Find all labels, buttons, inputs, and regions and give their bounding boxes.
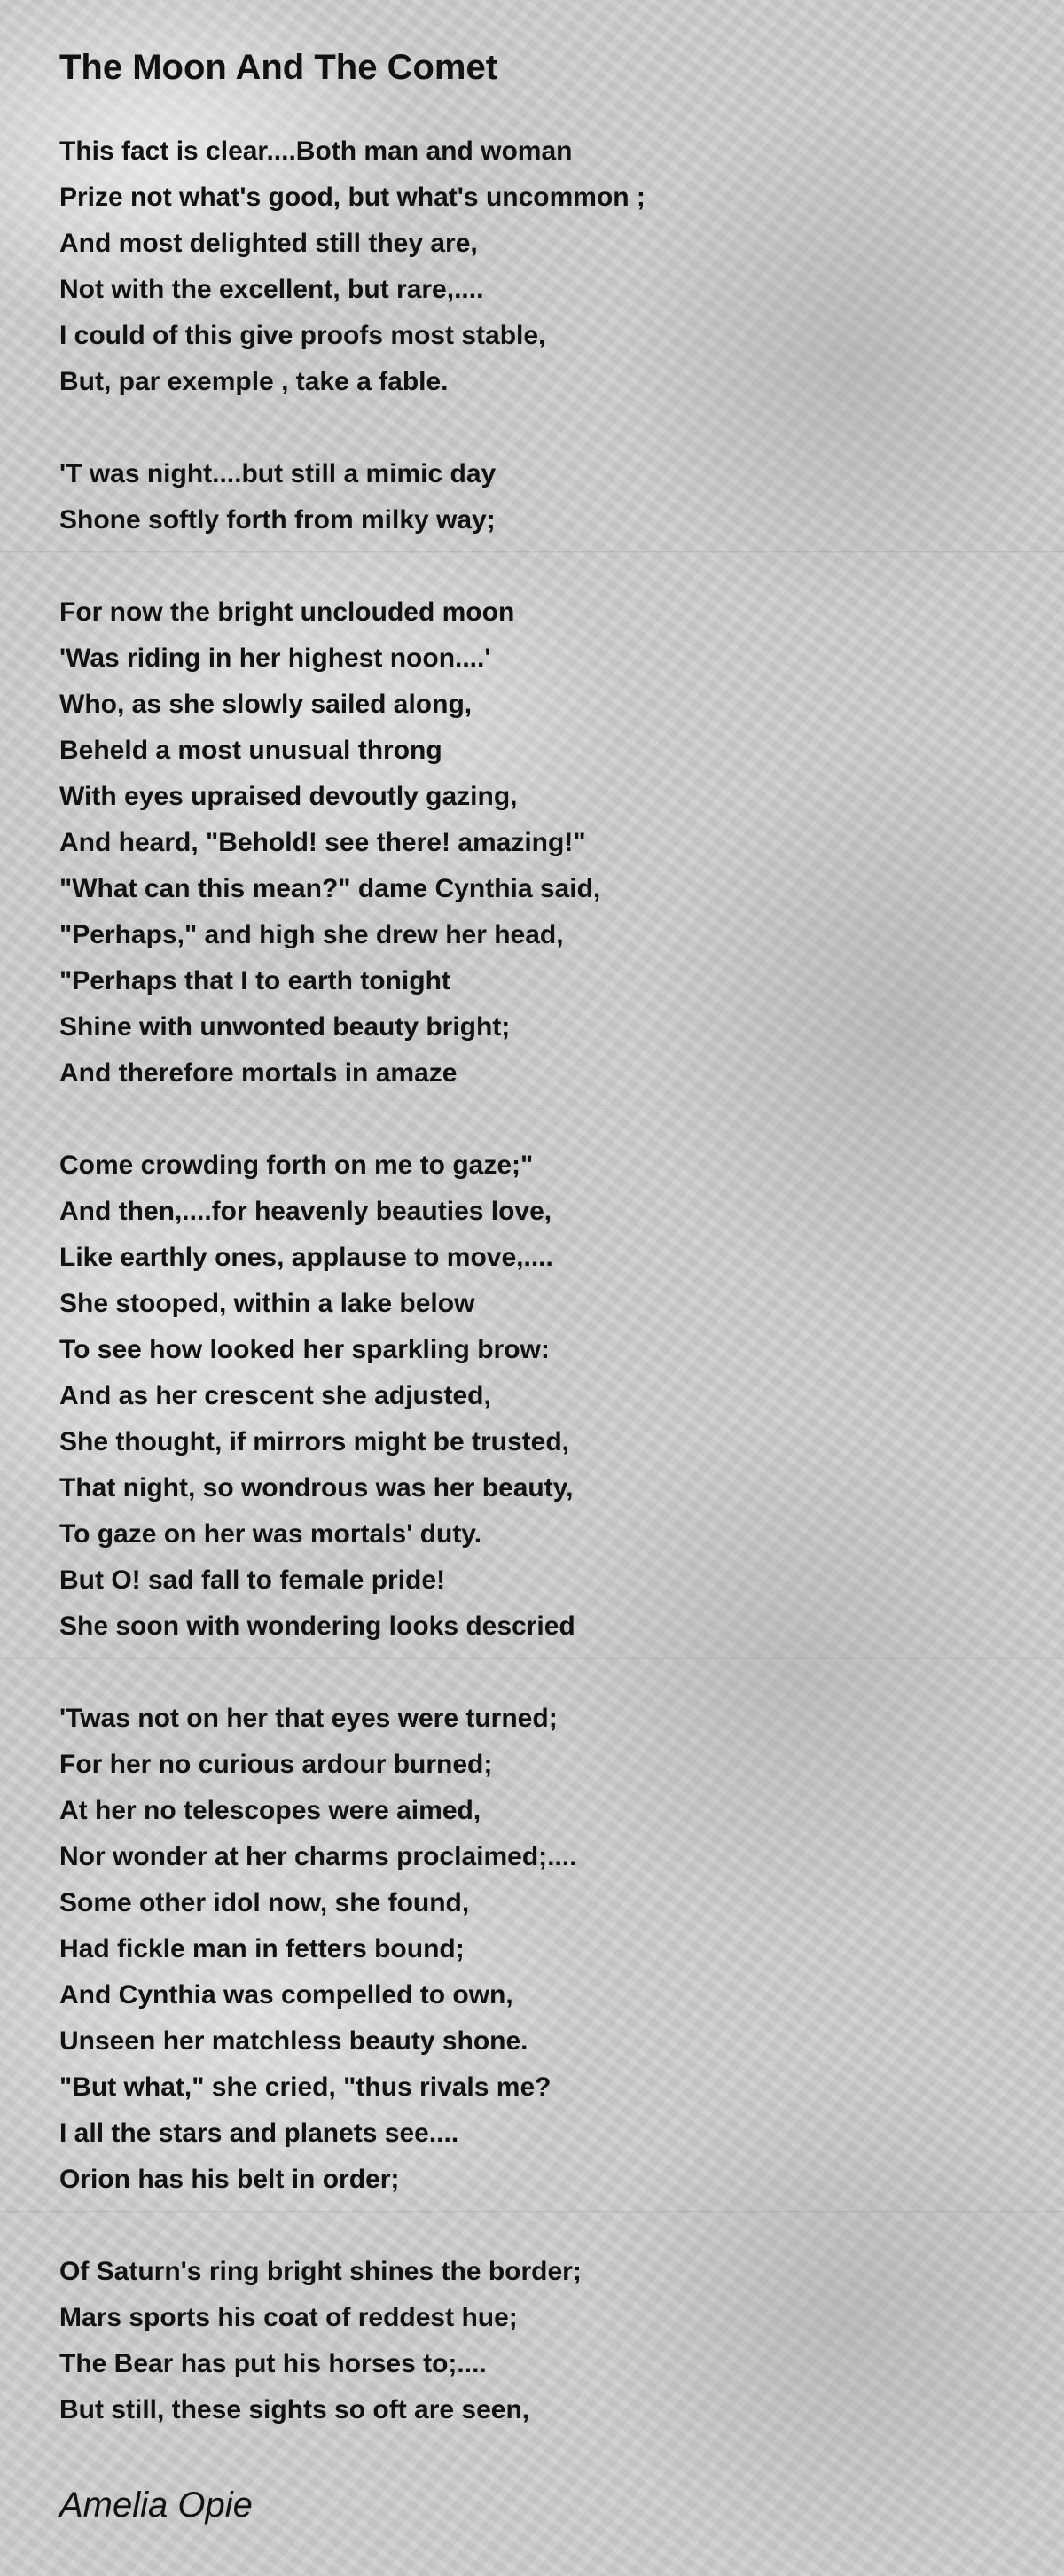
- poem-line: And as her crescent she adjusted,: [59, 1381, 491, 1410]
- poem-line: Shine with unwonted beauty bright;: [59, 1012, 511, 1042]
- poem-line: And then,....for heavenly beauties love,: [59, 1197, 552, 1226]
- poem-line: But O! sad fall to female pride!: [59, 1565, 446, 1595]
- poem-line: To see how looked her sparkling brow:: [59, 1335, 550, 1364]
- stanza-break: [59, 1097, 1017, 1143]
- poem-line: For now the bright unclouded moon: [59, 597, 515, 627]
- poem-line: Like earthly ones, applause to move,....: [59, 1243, 553, 1272]
- poem-title: The Moon And The Comet: [59, 48, 498, 87]
- poem-line: That night, so wondrous was her beauty,: [59, 1473, 574, 1503]
- poem-line: And heard, "Behold! see there! amazing!": [59, 828, 586, 857]
- poem-line: And most delighted still they are,: [59, 229, 478, 258]
- poem-line: Shone softly forth from milky way;: [59, 505, 496, 535]
- poem-line: For her no curious ardour burned;: [59, 1750, 493, 1779]
- poem-line: "Perhaps," and high she drew her head,: [59, 920, 564, 949]
- poem-line: I all the stars and planets see....: [59, 2119, 459, 2148]
- poem-line: But, par exemple , take a fable.: [59, 367, 449, 396]
- poem-line: Unseen her matchless beauty shone.: [59, 2026, 528, 2056]
- poem-line: 'T was night....but still a mimic day: [59, 459, 497, 488]
- poem-line: I could of this give proofs most stable,: [59, 321, 546, 350]
- poem-author: Amelia Opie: [59, 2486, 253, 2525]
- poem-line: Some other idol now, she found,: [59, 1888, 470, 1917]
- poem-line: To gaze on her was mortals' duty.: [59, 1519, 482, 1549]
- poem-line: Orion has his belt in order;: [59, 2165, 400, 2194]
- poem-line: This fact is clear....Both man and woman: [59, 137, 573, 166]
- poem-line: She thought, if mirrors might be trusted,: [59, 1427, 570, 1456]
- poem-line: 'Was riding in her highest noon....': [59, 644, 491, 673]
- poem-line: At her no telescopes were aimed,: [59, 1796, 481, 1825]
- poem-line: Mars sports his coat of reddest hue;: [59, 2303, 518, 2332]
- poem-body: [59, 129, 1017, 2433]
- poem-line: The Bear has put his horses to;....: [59, 2349, 487, 2378]
- stanza-break: [59, 543, 1017, 589]
- poem-line: 'Twas not on her that eyes were turned;: [59, 1704, 558, 1733]
- poem-container: [59, 44, 1017, 2433]
- poem-line: "What can this mean?" dame Cynthia said,: [59, 874, 601, 903]
- poem-line: Had fickle man in fetters bound;: [59, 1934, 465, 1963]
- poem-line: Who, as she slowly sailed along,: [59, 690, 473, 719]
- stanza-break: [59, 2203, 1017, 2249]
- poem-line: Prize not what's good, but what's uncommon ;: [59, 183, 645, 212]
- poem-line: Nor wonder at her charms proclaimed;....: [59, 1842, 577, 1871]
- poem-line: She soon with wondering looks descried: [59, 1612, 575, 1641]
- poem-line: With eyes upraised devoutly gazing,: [59, 782, 518, 811]
- poem-line: Of Saturn's ring bright shines the border;: [59, 2257, 582, 2286]
- poem-line: Beheld a most unusual throng: [59, 736, 442, 765]
- poem-line: Not with the excellent, but rare,....: [59, 275, 484, 304]
- poem-line: "Perhaps that I to earth tonight: [59, 966, 450, 995]
- stanza-break: [59, 1650, 1017, 1696]
- poem-line: Come crowding forth on me to gaze;": [59, 1151, 534, 1180]
- poem-line: And Cynthia was compelled to own,: [59, 1980, 513, 2010]
- stanza-break: [59, 405, 1017, 451]
- poem-line: And therefore mortals in amaze: [59, 1058, 458, 1088]
- poem-line: She stooped, within a lake below: [59, 1289, 475, 1318]
- poem-line: But still, these sights so oft are seen,: [59, 2395, 530, 2424]
- poem-line: "But what," she cried, "thus rivals me?: [59, 2073, 552, 2102]
